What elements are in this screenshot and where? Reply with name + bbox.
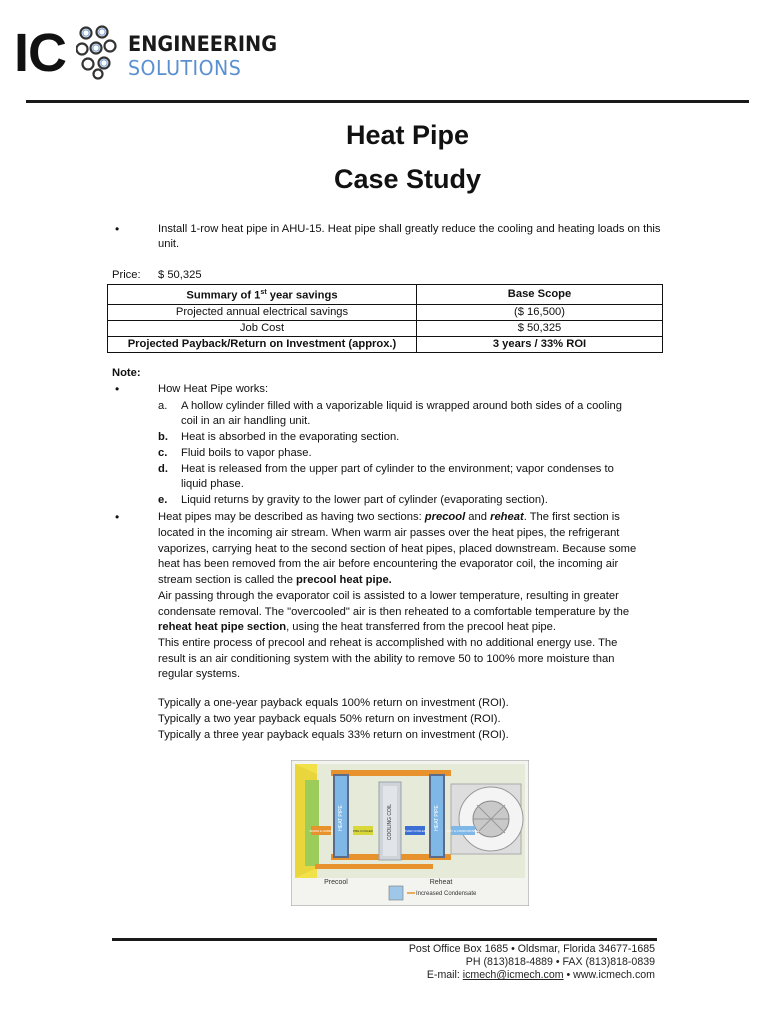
price-value: $ 50,325 xyxy=(158,269,202,281)
table-row xyxy=(108,285,663,305)
table-row xyxy=(108,320,663,336)
list-letter: a. xyxy=(158,400,168,412)
logo-engineering: ENGINEERING xyxy=(128,32,278,56)
diagram-heat-pipe-left: HEAT PIPE xyxy=(338,805,344,831)
bullet-dot: • xyxy=(115,510,120,524)
table-row xyxy=(108,336,663,352)
footer-contact: E-mail: icmech@icmech.com • www.icmech.com xyxy=(426,969,655,981)
email-link[interactable]: icmech@icmech.com xyxy=(462,969,564,981)
footer-rule xyxy=(112,938,657,941)
sections-line-5: stream section is called the precool heat pipe. xyxy=(158,574,392,586)
logo-solutions: SOLUTIONS xyxy=(128,56,242,80)
sections-line-11: regular systems. xyxy=(158,668,241,680)
sections-line-7: condensate removal. The "overcooled" air is then reheated to a comfortable temperature by the xyxy=(158,606,630,618)
list-item: Heat is released from the upper part of cylinder to the environment; vapor condenses to xyxy=(181,463,614,475)
intro-line-2: unit. xyxy=(158,238,180,250)
header-rule xyxy=(26,100,749,103)
title-line-1: Heat Pipe xyxy=(345,120,470,150)
table-cell: Projected Payback/Return on Investment (approx.) xyxy=(108,336,417,352)
diagram-precool: Precool xyxy=(324,879,348,886)
roi-line-1: Typically a one-year payback equals 100% return on investment (ROI). xyxy=(158,697,509,709)
sections-line-10: result is an air conditioning system with the ability to remove 50 to 100% more moisture than xyxy=(158,653,615,665)
title-line-2: Case Study xyxy=(333,164,482,194)
list-letter: d. xyxy=(158,463,168,475)
how-it-works-heading: How Heat Pipe works: xyxy=(158,383,269,395)
table-header-right: Base Scope xyxy=(417,285,663,305)
sections-line-9: This entire process of precool and reheat is accomplished with no additional energy use. The xyxy=(158,637,618,649)
list-item: Fluid boils to vapor phase. xyxy=(181,447,312,459)
table-cell: ($ 16,500) xyxy=(417,304,663,320)
list-letter: b. xyxy=(158,431,168,443)
note-label: Note: xyxy=(112,367,141,379)
list-item: liquid phase. xyxy=(181,478,244,490)
sections-line-8: reheat heat pipe section, using the heat transferred from the precool heat pipe. xyxy=(158,621,556,633)
diagram-box-3: OVER COOLED xyxy=(403,829,427,833)
diagram-cooling-coil: COOLING COIL xyxy=(387,803,393,841)
intro-line-1: Install 1-row heat pipe in AHU-15. Heat pipe shall greatly reduce the cooling and heating loads on this xyxy=(158,223,661,235)
diagram-heat-pipe-right: HEAT PIPE xyxy=(434,805,440,831)
table-cell: Projected annual electrical savings xyxy=(108,304,417,320)
bullet-dot: • xyxy=(115,222,120,236)
logo-mark: IC xyxy=(14,23,66,83)
diagram-box-4: DRY & COMFORTABLE xyxy=(446,829,480,833)
sections-line-6: Air passing through the evaporator coil is assisted to a lower temperature, resulting in greater xyxy=(158,590,619,602)
sections-line-3: vaporizes, carrying heat to the second section of heat pipes, placed downstream. Because some xyxy=(158,543,637,555)
table-cell: Job Cost xyxy=(108,320,417,336)
diagram-reheat: Reheat xyxy=(429,879,453,886)
roi-line-2: Typically a two year payback equals 50% return on investment (ROI). xyxy=(158,713,501,725)
logo-rings-icon xyxy=(76,24,120,80)
footer-address: Post Office Box 1685 • Oldsmar, Florida 34677-1685 xyxy=(408,943,655,955)
list-letter: e. xyxy=(158,494,168,506)
list-item: Heat is absorbed in the evaporating section. xyxy=(181,431,400,443)
bullet-dot: • xyxy=(115,382,120,396)
summary-table xyxy=(107,284,663,353)
sections-line-4: heat has been removed from the air before encountering the evaporator coil, the incoming air xyxy=(158,558,619,570)
price-label: Price: xyxy=(112,269,141,281)
footer-phone: PH (813)818-4889 • FAX (813)818-0839 xyxy=(465,956,655,968)
heat-pipe-diagram xyxy=(291,760,529,906)
sections-line-1: Heat pipes may be described as having two sections: precool and reheat. The first section is xyxy=(158,511,620,523)
diagram-box-1: WARM & HUMID xyxy=(309,829,333,833)
list-item: A hollow cylinder filled with a vaporizable liquid is wrapped around both sides of a cooling xyxy=(181,400,622,412)
list-letter: c. xyxy=(158,447,168,459)
diagram-box-2: PRE COOLED xyxy=(353,829,373,833)
list-item: coil in an air handling unit. xyxy=(181,415,311,427)
diagram-condensate: Increased Condensate xyxy=(416,891,477,897)
table-cell: 3 years / 33% ROI xyxy=(417,336,663,352)
table-header-left: Summary of 1st year savings xyxy=(108,285,417,305)
sections-line-2: located in the incoming air stream. When warm air passes over the heat pipes, the refrigerant xyxy=(158,527,620,539)
table-cell: $ 50,325 xyxy=(417,320,663,336)
table-row xyxy=(108,304,663,320)
list-item: Liquid returns by gravity to the lower part of cylinder (evaporating section). xyxy=(181,494,548,506)
roi-line-3: Typically a three year payback equals 33% return on investment (ROI). xyxy=(158,729,509,741)
